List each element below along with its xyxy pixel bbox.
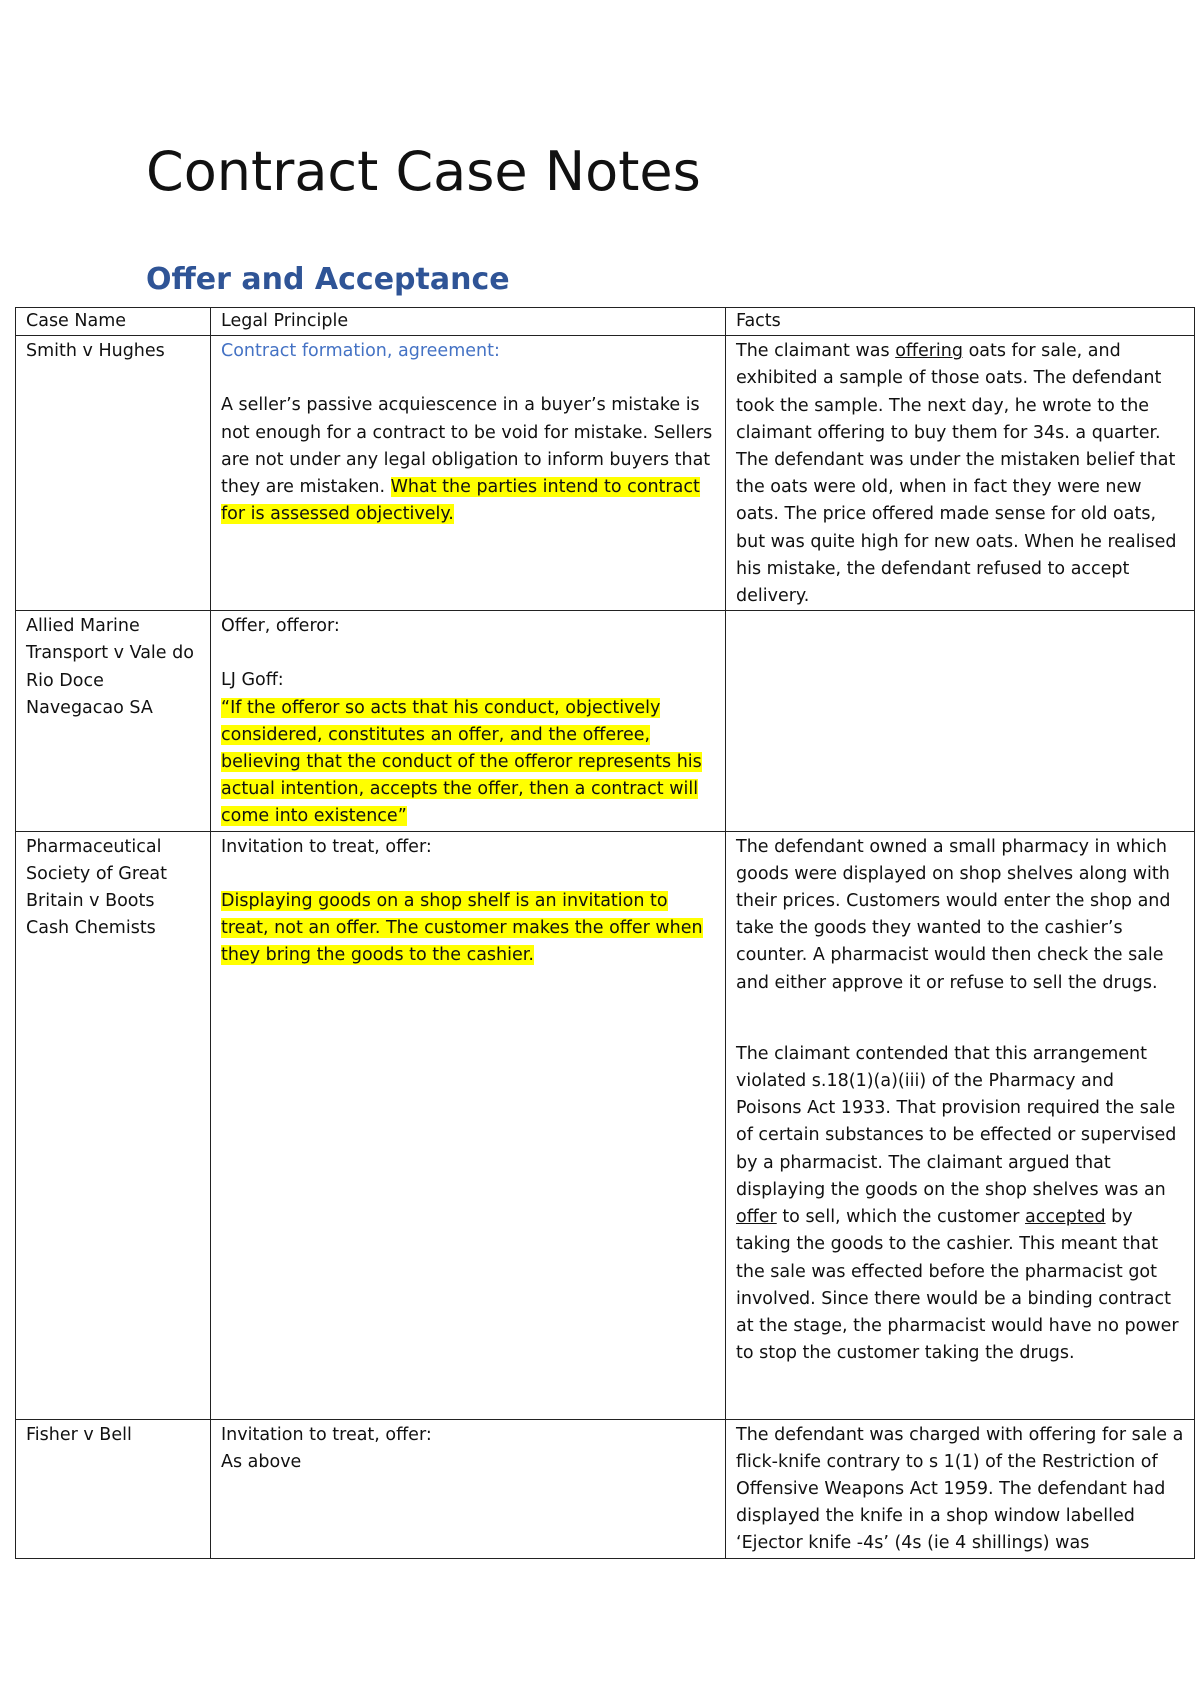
facts-part: oats for sale, and exhibited a sample of those oats. The defendant took the sample. The next day, he wrote to the claimant offering to buy them for 34s. a quarter. The defendant was under the mistaken belief that the oats were old, when in fact they were new oats. The price offered made sense for old oats, but was quite high for new oats. When he realised his mistake, the defendant refused to accept delivery. — [736, 341, 1177, 607]
facts-cell — [726, 831, 1195, 1419]
principle-cell — [211, 336, 726, 611]
case-name: Fisher v Bell — [26, 1424, 132, 1445]
principle-highlight: Displaying goods on a shop shelf is an invitation to treat, not an offer. The customer makes the offer when they bring the goods to the cashier. — [221, 890, 703, 966]
header-legal-principle: Legal Principle — [211, 308, 726, 336]
principle-text — [221, 392, 715, 528]
case-name: Pharmaceutical Society of Great Britain v Boots Cash Chemists — [26, 836, 167, 939]
principle-cell — [211, 611, 726, 831]
facts-paragraph-1: The defendant owned a small pharmacy in which goods were displayed on shop shelves along with their prices. Customers would enter the shop and take the goods they wanted to the cashier’s counter. A pharmacist would then check the sale and either approve it or refuse to sell the drugs. — [736, 836, 1171, 993]
facts-underlined: accepted — [1025, 1207, 1106, 1228]
principle-heading: Invitation to treat, offer: — [221, 1424, 432, 1445]
principle-body: A seller’s passive acquiescence in a buyer’s mistake is not enough for a contract to be void for mistake. Sellers are not under any legal obligation to inform buyers that they are mistaken. — [221, 395, 713, 498]
case-name-cell — [16, 831, 211, 1419]
facts-text — [736, 338, 1184, 610]
case-name: Allied Marine Transport v Vale do Rio Doce Navegacao SA — [26, 616, 194, 718]
principle-heading: Offer, offeror: — [221, 616, 340, 637]
principle-text — [221, 888, 715, 970]
principle-heading: Invitation to treat, offer: — [221, 836, 432, 857]
facts-cell — [726, 611, 1195, 831]
facts-cell — [726, 336, 1195, 611]
case-name-cell — [16, 336, 211, 611]
table-row — [16, 1419, 1195, 1558]
table-row — [16, 831, 1195, 1419]
table-header-row — [16, 308, 1195, 336]
section-heading: Offer and Acceptance — [146, 262, 510, 297]
header-facts: Facts — [726, 308, 1195, 336]
principle-cell — [211, 831, 726, 1419]
facts-underlined: offering — [895, 341, 963, 362]
principle-text: As above — [221, 1451, 302, 1472]
case-name-cell — [16, 1419, 211, 1558]
table-row — [16, 611, 1195, 831]
document-title: Contract Case Notes — [146, 140, 701, 203]
facts-part: to sell, which the customer — [782, 1207, 1020, 1228]
principle-quote — [221, 695, 715, 831]
facts-underlined: offer — [736, 1207, 777, 1228]
principle-highlight: What the parties intend to contract for is assessed objectively. — [221, 477, 700, 525]
header-case-name: Case Name — [16, 308, 211, 336]
facts-paragraph-2 — [736, 1041, 1184, 1367]
facts-part: by taking the goods to the cashier. This meant that the sale was effected before the pharmacist got involved. Since there would be a binding contract at the stage, the pharmacist would have no power to stop the customer taking the drugs. — [736, 1207, 1179, 1364]
facts-cell — [726, 1419, 1195, 1558]
facts-text: The defendant was charged with offering for sale a flick-knife contrary to s 1(1) of the Restriction of Offensive Weapons Act 1959. The defendant had displayed the knife in a shop window labelled ‘Ejector knife -4s’ (4s (ie 4 shillings) was — [736, 1424, 1184, 1554]
table-row — [16, 336, 1195, 611]
principle-judge: LJ Goff: — [221, 670, 284, 691]
case-name: Smith v Hughes — [26, 341, 165, 362]
facts-part: The claimant contended that this arrangement violated s.18(1)(a)(iii) of the Pharmacy and Poisons Act 1933. That provision required the sale of certain substances to be effected or supervised by a pharmacist. The claimant argued that displaying the goods on the shop shelves was an — [736, 1043, 1177, 1200]
case-name-cell — [16, 611, 211, 831]
principle-heading: Contract formation, agreement: — [221, 341, 500, 362]
principle-cell — [211, 1419, 726, 1558]
facts-part: The claimant was — [736, 341, 890, 362]
case-table — [15, 307, 1195, 1559]
principle-highlight: “If the offeror so acts that his conduct, objectively considered, constitutes an offer, and the offeree, believing that the conduct of the offeror represents his actual intention, accepts the offer, then a contract will come into existence” — [221, 697, 702, 827]
